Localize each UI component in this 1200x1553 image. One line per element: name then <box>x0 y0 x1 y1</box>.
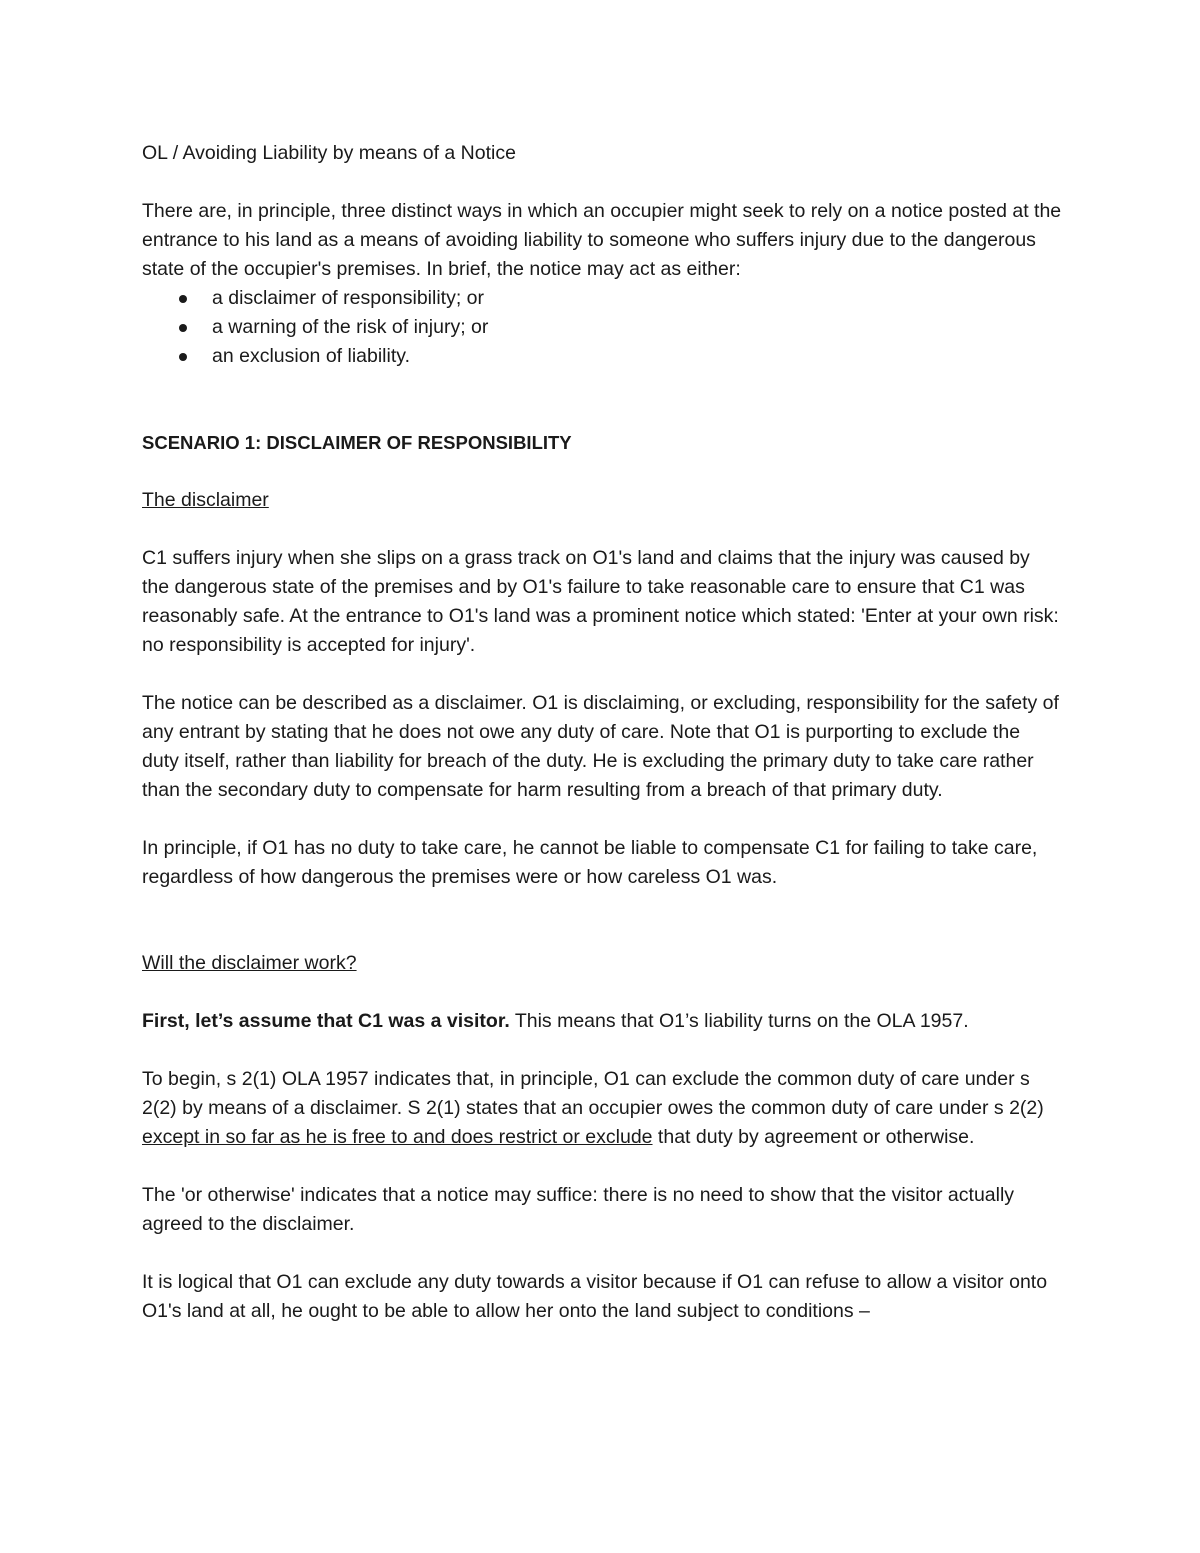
spacer <box>142 1036 1062 1065</box>
notice-types-list <box>142 284 1062 371</box>
principle-paragraph: In principle, if O1 has no duty to take care, he cannot be liable to compensate C1 for failing to take care, regardless of how dangerous the premises were or how careless O1 was. <box>142 837 1038 888</box>
scenario-heading: SCENARIO 1: DISCLAIMER OF RESPONSIBILITY <box>142 432 572 453</box>
spacer <box>142 1152 1062 1181</box>
bullet-icon <box>179 295 187 303</box>
section-2-1-text-a: To begin, s 2(1) OLA 1957 indicates that, in principle, O1 can exclude the common duty of care under s 2(2) by means of a disclaimer. S 2(1) states that an occupier owes the common duty of care under s 2(2) <box>142 1068 1044 1119</box>
list-item-text: an exclusion of liability. <box>212 345 410 367</box>
bullet-icon <box>179 353 187 361</box>
logical-paragraph: It is logical that O1 can exclude any duty towards a visitor because if O1 can refuse to allow a visitor onto O1's land at all, he ought to be able to allow her onto the land subject to conditions – <box>142 1271 1048 1322</box>
spacer <box>142 515 1062 544</box>
spacer <box>142 400 1062 428</box>
document-title: OL / Avoiding Liability by means of a Notice <box>142 142 516 164</box>
visitor-paragraph <box>142 1007 1062 1036</box>
list-item <box>142 284 1062 313</box>
spacer <box>142 1239 1062 1268</box>
section-2-1-underlined-quote: except in so far as he is free to and does restrict or exclude <box>142 1126 653 1148</box>
subheading-disclaimer: The disclaimer <box>142 489 269 511</box>
spacer <box>142 978 1062 1007</box>
list-item <box>142 313 1062 342</box>
c1-paragraph: C1 suffers injury when she slips on a grass track on O1's land and claims that the injury was caused by the dangerous state of the premises and by O1's failure to take reasonable care to ensure that C1 was reasonably safe. At the entrance to O1's land was a prominent notice which stated: 'Enter at your own risk: no responsibility is accepted for injury'. <box>142 547 1059 656</box>
visitor-assumption-bold: First, let’s assume that C1 was a visitor. <box>142 1010 510 1032</box>
spacer <box>142 660 1062 689</box>
list-item-text: a warning of the risk of injury; or <box>212 316 489 338</box>
document-page <box>142 139 1062 1326</box>
section-2-1-paragraph <box>142 1065 1062 1152</box>
visitor-paragraph-rest: This means that O1’s liability turns on the OLA 1957. <box>509 1010 969 1032</box>
section-2-1-text-b: that duty by agreement or otherwise. <box>652 1126 975 1148</box>
list-item-text: a disclaimer of responsibility; or <box>212 287 485 309</box>
intro-paragraph: There are, in principle, three distinct ways in which an occupier might seek to rely on a notice posted at the entrance to his land as a means of avoiding liability to someone who suffers injury due to the dangerous state of the occupier's premises. In brief, the notice may act as either: <box>142 200 1062 280</box>
spacer <box>142 168 1062 197</box>
bullet-icon <box>179 324 187 332</box>
spacer <box>142 805 1062 834</box>
spacer <box>142 371 1062 400</box>
spacer <box>142 892 1062 921</box>
spacer <box>142 457 1062 486</box>
subheading-will-it-work: Will the disclaimer work? <box>142 952 357 974</box>
or-otherwise-paragraph: The 'or otherwise' indicates that a notice may suffice: there is no need to show that the visitor actually agreed to the disclaimer. <box>142 1184 1015 1235</box>
list-item <box>142 342 1062 371</box>
notice-paragraph: The notice can be described as a disclaimer. O1 is disclaiming, or excluding, responsibility for the safety of any entrant by stating that he does not owe any duty of care. Note that O1 is purporting to exclude the duty itself, rather than liability for breach of the duty. He is excluding the primary duty to take care rather than the secondary duty to compensate for harm resulting from a breach of that primary duty. <box>142 692 1059 801</box>
spacer <box>142 921 1062 949</box>
